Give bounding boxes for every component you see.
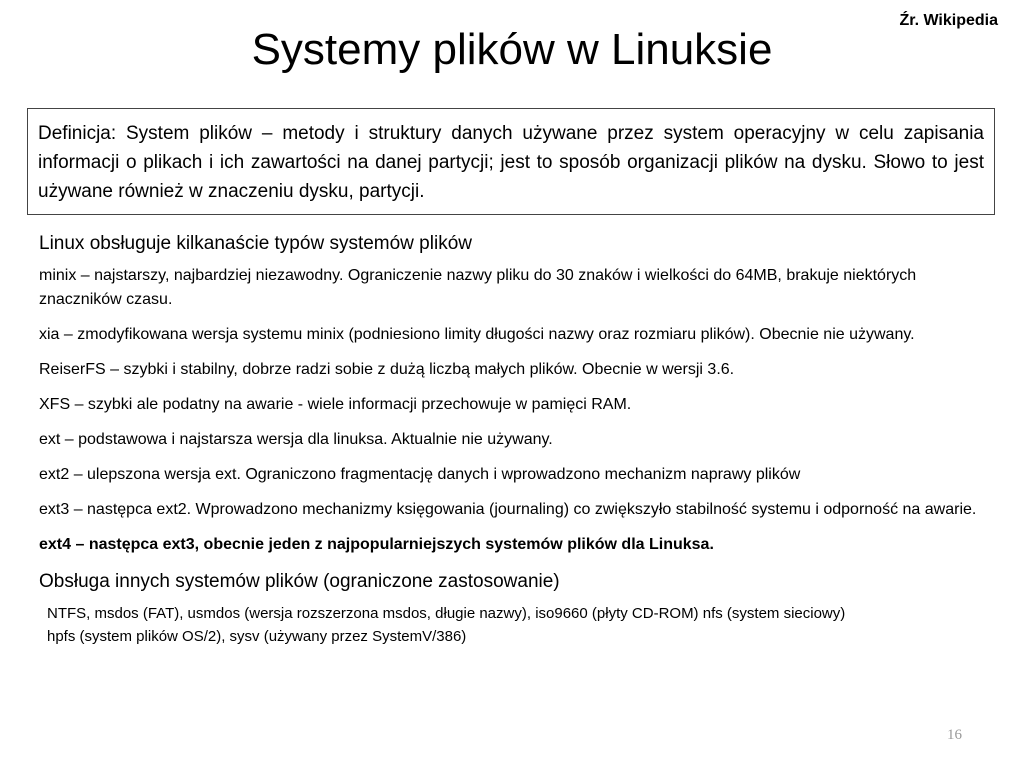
filesystem-item-ext3: ext3 – następca ext2. Wprowadzono mechanizmy księgowania (journaling) co zwiększyło stabilność systemu i odporność na awarie. — [39, 501, 977, 518]
other-filesystems-line-2: hpfs (system plików OS/2), sysv (używany przez SystemV/386) — [47, 628, 467, 645]
page-number: 16 — [947, 727, 962, 743]
slide-title: Systemy plików w Linuksie — [251, 25, 773, 74]
source-note: Źr. Wikipedia — [899, 12, 998, 29]
filesystem-item-xia: xia – zmodyfikowana wersja systemu minix (podniesiono limity długości nazwy oraz rozmiaru plików). Obecnie nie używany. — [39, 326, 915, 343]
other-filesystems-heading: Obsługa innych systemów plików (ograniczone zastosowanie) — [39, 571, 560, 592]
other-filesystems-line-1: NTFS, msdos (FAT), usmdos (wersja rozszerzona msdos, długie nazwy), iso9660 (płyty CD-ROM) nfs (system sieciowy) — [47, 605, 846, 622]
filesystem-item-minix: minix – najstarszy, najbardziej niezawodny. Ograniczenie nazwy pliku do 30 znaków i wielkości do 64MB, brakuje niektórych znaczników czasu. — [39, 267, 917, 308]
filesystem-item-xfs: XFS – szybki ale podatny na awarie - wiele informacji przechowuje w pamięci RAM. — [39, 396, 632, 413]
filesystem-item-ext4: ext4 – następca ext3, obecnie jeden z najpopularniejszych systemów plików dla Linuksa. — [39, 536, 714, 553]
other-filesystems-text — [47, 602, 989, 648]
definition-box: Definicja: System plików – metody i struktury danych używane przez system operacyjny w celu zapisania informacji o plikach i ich zawartości na danej partycji; jest to sposób organizacji plików na dysku. Słowo to jest używane również w znaczeniu dysku, partycji. — [27, 108, 995, 215]
filesystem-item-ext2: ext2 – ulepszona wersja ext. Ograniczono fragmentację danych i wprowadzono mechanizm naprawy plików — [39, 466, 801, 483]
slide-content — [39, 230, 989, 648]
filesystem-item-reiserfs: ReiserFS – szybki i stabilny, dobrze radzi sobie z dużą liczbą małych plików. Obecnie w wersji 3.6. — [39, 361, 735, 378]
filesystems-lead: Linux obsługuje kilkanaście typów systemów plików — [39, 233, 472, 254]
filesystem-item-ext: ext – podstawowa i najstarsza wersja dla linuksa. Aktualnie nie używany. — [39, 431, 553, 448]
filesystems-list — [39, 264, 989, 557]
